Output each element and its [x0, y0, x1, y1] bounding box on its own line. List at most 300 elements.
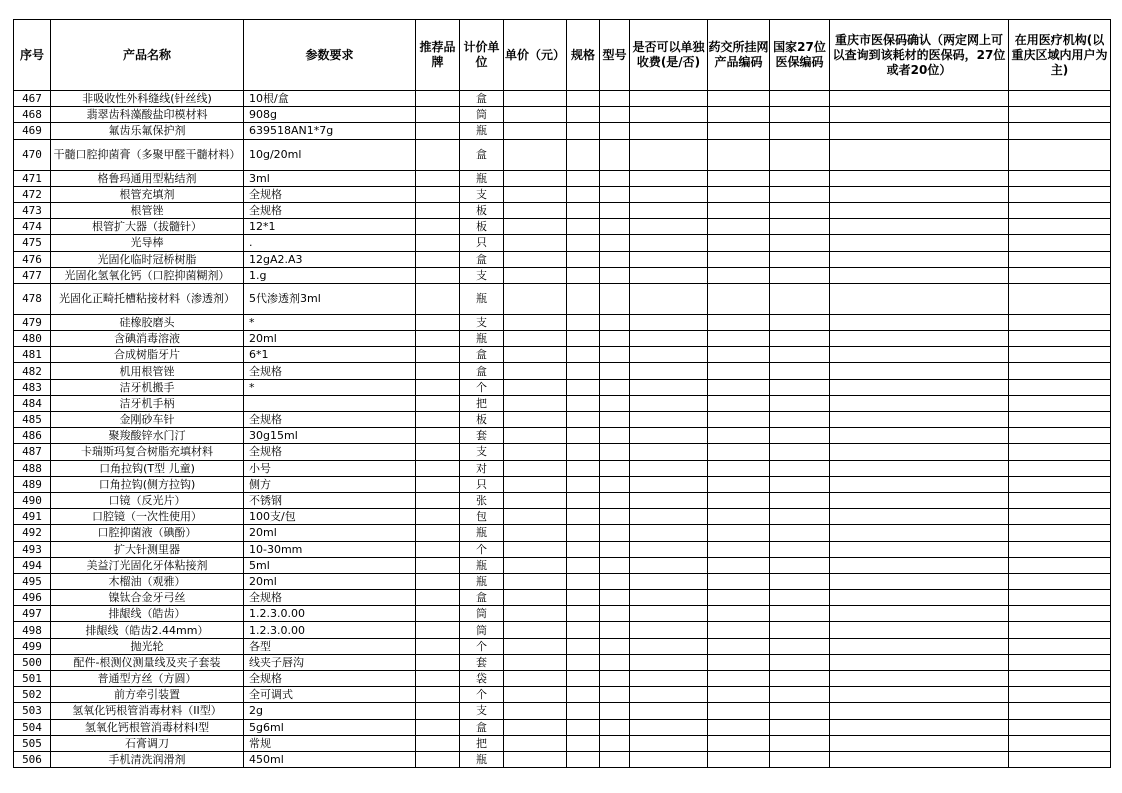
- row-number: 501: [14, 671, 51, 687]
- row-number: 478: [14, 283, 51, 314]
- product-name-cell: 机用根管锉: [51, 363, 244, 379]
- brand-cell: [416, 123, 460, 139]
- table-row: [14, 509, 1111, 525]
- model-cell: [600, 638, 630, 654]
- code-national-cell: [770, 590, 830, 606]
- code-chongqing-cell: [830, 557, 1009, 573]
- model-cell: [600, 91, 630, 107]
- code-pharm-cell: [708, 654, 770, 670]
- model-cell: [600, 123, 630, 139]
- row-number: 479: [14, 314, 51, 330]
- code-chongqing-cell: [830, 525, 1009, 541]
- code-national-cell: [770, 525, 830, 541]
- unit-cell: 瓶: [460, 283, 504, 314]
- spec-cell: 20ml: [244, 331, 416, 347]
- header-code-chongqing: 重庆市医保码确认（两定网上可以查询到该耗材的医保码，27位或者20位）: [830, 20, 1009, 91]
- code-chongqing-cell: [830, 314, 1009, 330]
- code-chongqing-cell: [830, 331, 1009, 347]
- code-national-cell: [770, 331, 830, 347]
- code-national-cell: [770, 123, 830, 139]
- charge-cell: [630, 379, 708, 395]
- model-cell: [600, 170, 630, 186]
- spec-cell: 各型: [244, 638, 416, 654]
- brand-cell: [416, 91, 460, 107]
- model-cell: [600, 735, 630, 751]
- model-cell: [600, 347, 630, 363]
- unit-cell: 把: [460, 395, 504, 411]
- brand-cell: [416, 509, 460, 525]
- price-cell: [504, 606, 567, 622]
- code-national-cell: [770, 573, 830, 589]
- spec-cell: 908g: [244, 107, 416, 123]
- guige-cell: [567, 123, 600, 139]
- code-chongqing-cell: [830, 492, 1009, 508]
- charge-cell: [630, 107, 708, 123]
- row-number: 497: [14, 606, 51, 622]
- price-cell: [504, 251, 567, 267]
- brand-cell: [416, 460, 460, 476]
- code-pharm-cell: [708, 541, 770, 557]
- org-cell: [1009, 363, 1111, 379]
- unit-cell: 筒: [460, 606, 504, 622]
- unit-cell: 瓶: [460, 557, 504, 573]
- brand-cell: [416, 314, 460, 330]
- product-name-cell: 抛光轮: [51, 638, 244, 654]
- brand-cell: [416, 428, 460, 444]
- unit-cell: 个: [460, 687, 504, 703]
- charge-cell: [630, 509, 708, 525]
- price-cell: [504, 379, 567, 395]
- product-name-cell: 根管充填剂: [51, 186, 244, 202]
- guige-cell: [567, 235, 600, 251]
- org-cell: [1009, 283, 1111, 314]
- org-cell: [1009, 347, 1111, 363]
- model-cell: [600, 235, 630, 251]
- code-national-cell: [770, 235, 830, 251]
- guige-cell: [567, 476, 600, 492]
- code-national-cell: [770, 219, 830, 235]
- table-row: [14, 251, 1111, 267]
- spec-cell: 全规格: [244, 671, 416, 687]
- charge-cell: [630, 202, 708, 218]
- product-name-cell: 洁牙机搬手: [51, 379, 244, 395]
- price-cell: [504, 687, 567, 703]
- table-row: [14, 719, 1111, 735]
- org-cell: [1009, 428, 1111, 444]
- org-cell: [1009, 107, 1111, 123]
- unit-cell: 支: [460, 314, 504, 330]
- header-org: 在用医疗机构(以重庆区域内用户为主): [1009, 20, 1111, 91]
- guige-cell: [567, 170, 600, 186]
- unit-cell: 盒: [460, 719, 504, 735]
- org-cell: [1009, 412, 1111, 428]
- product-name-cell: 根管扩大器（拔髓针）: [51, 219, 244, 235]
- product-name-cell: 排龈线（皓齿）: [51, 606, 244, 622]
- unit-cell: 只: [460, 235, 504, 251]
- code-chongqing-cell: [830, 606, 1009, 622]
- guige-cell: [567, 460, 600, 476]
- unit-cell: 板: [460, 412, 504, 428]
- brand-cell: [416, 395, 460, 411]
- code-chongqing-cell: [830, 460, 1009, 476]
- code-chongqing-cell: [830, 476, 1009, 492]
- table-row: [14, 379, 1111, 395]
- table-row: [14, 186, 1111, 202]
- spec-cell: 全规格: [244, 412, 416, 428]
- guige-cell: [567, 139, 600, 170]
- brand-cell: [416, 107, 460, 123]
- unit-cell: 支: [460, 703, 504, 719]
- row-number: 482: [14, 363, 51, 379]
- spec-cell: 20ml: [244, 573, 416, 589]
- code-pharm-cell: [708, 590, 770, 606]
- charge-cell: [630, 622, 708, 638]
- charge-cell: [630, 719, 708, 735]
- brand-cell: [416, 412, 460, 428]
- price-cell: [504, 654, 567, 670]
- model-cell: [600, 412, 630, 428]
- code-pharm-cell: [708, 509, 770, 525]
- product-name-cell: 干髓口腔抑菌膏（多聚甲醛干髓材料）: [51, 139, 244, 170]
- org-cell: [1009, 606, 1111, 622]
- brand-cell: [416, 703, 460, 719]
- table-row: [14, 444, 1111, 460]
- price-cell: [504, 541, 567, 557]
- guige-cell: [567, 735, 600, 751]
- product-name-cell: 格鲁玛通用型粘结剂: [51, 170, 244, 186]
- table-row: [14, 331, 1111, 347]
- product-name-cell: 石膏调刀: [51, 735, 244, 751]
- charge-cell: [630, 395, 708, 411]
- price-cell: [504, 751, 567, 767]
- header-spec: 参数要求: [244, 20, 416, 91]
- header-product-name: 产品名称: [51, 20, 244, 91]
- product-name-cell: 排龈线（皓齿2.44mm）: [51, 622, 244, 638]
- brand-cell: [416, 444, 460, 460]
- price-cell: [504, 428, 567, 444]
- code-pharm-cell: [708, 107, 770, 123]
- model-cell: [600, 606, 630, 622]
- brand-cell: [416, 654, 460, 670]
- guige-cell: [567, 492, 600, 508]
- row-number: 491: [14, 509, 51, 525]
- price-cell: [504, 444, 567, 460]
- product-name-cell: 金刚砂车针: [51, 412, 244, 428]
- code-national-cell: [770, 541, 830, 557]
- row-number: 469: [14, 123, 51, 139]
- product-name-cell: 聚羧酸锌水门汀: [51, 428, 244, 444]
- unit-cell: 套: [460, 428, 504, 444]
- unit-cell: 个: [460, 541, 504, 557]
- charge-cell: [630, 363, 708, 379]
- model-cell: [600, 751, 630, 767]
- code-national-cell: [770, 654, 830, 670]
- model-cell: [600, 107, 630, 123]
- price-cell: [504, 314, 567, 330]
- code-pharm-cell: [708, 557, 770, 573]
- price-cell: [504, 107, 567, 123]
- model-cell: [600, 251, 630, 267]
- product-name-cell: 合成树脂牙片: [51, 347, 244, 363]
- code-chongqing-cell: [830, 590, 1009, 606]
- model-cell: [600, 525, 630, 541]
- brand-cell: [416, 525, 460, 541]
- brand-cell: [416, 751, 460, 767]
- row-number: 472: [14, 186, 51, 202]
- code-chongqing-cell: [830, 751, 1009, 767]
- charge-cell: [630, 606, 708, 622]
- code-pharm-cell: [708, 139, 770, 170]
- brand-cell: [416, 590, 460, 606]
- code-national-cell: [770, 170, 830, 186]
- model-cell: [600, 331, 630, 347]
- code-pharm-cell: [708, 379, 770, 395]
- unit-cell: 盒: [460, 91, 504, 107]
- table-row: [14, 590, 1111, 606]
- price-cell: [504, 476, 567, 492]
- code-pharm-cell: [708, 719, 770, 735]
- row-number: 504: [14, 719, 51, 735]
- org-cell: [1009, 687, 1111, 703]
- model-cell: [600, 719, 630, 735]
- price-cell: [504, 719, 567, 735]
- table-row: [14, 622, 1111, 638]
- code-national-cell: [770, 509, 830, 525]
- brand-cell: [416, 541, 460, 557]
- code-chongqing-cell: [830, 687, 1009, 703]
- unit-cell: 盒: [460, 590, 504, 606]
- price-cell: [504, 509, 567, 525]
- code-national-cell: [770, 283, 830, 314]
- header-code-pharm: 药交所挂网产品编码: [708, 20, 770, 91]
- header-unit: 计价单位: [460, 20, 504, 91]
- spec-cell: [244, 395, 416, 411]
- spec-cell: 450ml: [244, 751, 416, 767]
- model-cell: [600, 395, 630, 411]
- code-chongqing-cell: [830, 735, 1009, 751]
- code-pharm-cell: [708, 735, 770, 751]
- model-cell: [600, 428, 630, 444]
- guige-cell: [567, 412, 600, 428]
- model-cell: [600, 186, 630, 202]
- unit-cell: 盒: [460, 363, 504, 379]
- code-national-cell: [770, 251, 830, 267]
- table-row: [14, 428, 1111, 444]
- table-row: [14, 606, 1111, 622]
- org-cell: [1009, 590, 1111, 606]
- unit-cell: 支: [460, 186, 504, 202]
- guige-cell: [567, 91, 600, 107]
- guige-cell: [567, 202, 600, 218]
- code-chongqing-cell: [830, 139, 1009, 170]
- unit-cell: 板: [460, 202, 504, 218]
- price-cell: [504, 395, 567, 411]
- row-number: 475: [14, 235, 51, 251]
- guige-cell: [567, 251, 600, 267]
- code-national-cell: [770, 751, 830, 767]
- code-pharm-cell: [708, 687, 770, 703]
- table-row: [14, 363, 1111, 379]
- row-number: 467: [14, 91, 51, 107]
- charge-cell: [630, 492, 708, 508]
- charge-cell: [630, 331, 708, 347]
- brand-cell: [416, 492, 460, 508]
- unit-cell: 袋: [460, 671, 504, 687]
- price-cell: [504, 412, 567, 428]
- row-number: 484: [14, 395, 51, 411]
- charge-cell: [630, 557, 708, 573]
- spec-cell: 1.2.3.0.00: [244, 622, 416, 638]
- charge-cell: [630, 638, 708, 654]
- spec-cell: 全规格: [244, 186, 416, 202]
- product-name-cell: 翡翠齿科藻酸盐印模材料: [51, 107, 244, 123]
- product-name-cell: 口腔抑菌液（碘酚）: [51, 525, 244, 541]
- brand-cell: [416, 202, 460, 218]
- org-cell: [1009, 622, 1111, 638]
- code-national-cell: [770, 557, 830, 573]
- model-cell: [600, 590, 630, 606]
- code-pharm-cell: [708, 395, 770, 411]
- row-number: 502: [14, 687, 51, 703]
- charge-cell: [630, 428, 708, 444]
- unit-cell: 盒: [460, 347, 504, 363]
- spec-cell: 5代渗透剂3ml: [244, 283, 416, 314]
- price-cell: [504, 219, 567, 235]
- spec-cell: 639518AN1*7g: [244, 123, 416, 139]
- code-pharm-cell: [708, 91, 770, 107]
- spec-cell: *: [244, 379, 416, 395]
- brand-cell: [416, 622, 460, 638]
- table-row: [14, 460, 1111, 476]
- code-pharm-cell: [708, 235, 770, 251]
- org-cell: [1009, 509, 1111, 525]
- spec-cell: 全规格: [244, 363, 416, 379]
- org-cell: [1009, 202, 1111, 218]
- code-chongqing-cell: [830, 283, 1009, 314]
- model-cell: [600, 687, 630, 703]
- org-cell: [1009, 219, 1111, 235]
- spec-cell: 2g: [244, 703, 416, 719]
- guige-cell: [567, 444, 600, 460]
- code-chongqing-cell: [830, 671, 1009, 687]
- price-cell: [504, 573, 567, 589]
- header-guige: 规格: [567, 20, 600, 91]
- table-row: [14, 687, 1111, 703]
- guige-cell: [567, 590, 600, 606]
- row-number: 470: [14, 139, 51, 170]
- charge-cell: [630, 219, 708, 235]
- table-row: [14, 202, 1111, 218]
- org-cell: [1009, 654, 1111, 670]
- charge-cell: [630, 235, 708, 251]
- org-cell: [1009, 671, 1111, 687]
- unit-cell: 板: [460, 219, 504, 235]
- code-chongqing-cell: [830, 186, 1009, 202]
- row-number: 495: [14, 573, 51, 589]
- code-national-cell: [770, 107, 830, 123]
- row-number: 500: [14, 654, 51, 670]
- header-model: 型号: [600, 20, 630, 91]
- code-chongqing-cell: [830, 107, 1009, 123]
- charge-cell: [630, 525, 708, 541]
- code-pharm-cell: [708, 123, 770, 139]
- model-cell: [600, 219, 630, 235]
- guige-cell: [567, 671, 600, 687]
- model-cell: [600, 314, 630, 330]
- org-cell: [1009, 703, 1111, 719]
- brand-cell: [416, 331, 460, 347]
- charge-cell: [630, 139, 708, 170]
- code-pharm-cell: [708, 283, 770, 314]
- guige-cell: [567, 541, 600, 557]
- price-cell: [504, 671, 567, 687]
- brand-cell: [416, 186, 460, 202]
- code-national-cell: [770, 202, 830, 218]
- code-chongqing-cell: [830, 170, 1009, 186]
- price-cell: [504, 186, 567, 202]
- org-cell: [1009, 573, 1111, 589]
- header-brand: 推荐品牌: [416, 20, 460, 91]
- code-pharm-cell: [708, 476, 770, 492]
- model-cell: [600, 283, 630, 314]
- unit-cell: 盒: [460, 251, 504, 267]
- row-number: 496: [14, 590, 51, 606]
- row-number: 473: [14, 202, 51, 218]
- spec-cell: 10g/20ml: [244, 139, 416, 170]
- product-name-cell: 光固化临时冠桥树脂: [51, 251, 244, 267]
- table-row: [14, 671, 1111, 687]
- spec-cell: 线夹子唇沟: [244, 654, 416, 670]
- table-row: [14, 492, 1111, 508]
- price-cell: [504, 525, 567, 541]
- code-national-cell: [770, 460, 830, 476]
- guige-cell: [567, 428, 600, 444]
- brand-cell: [416, 671, 460, 687]
- org-cell: [1009, 638, 1111, 654]
- code-chongqing-cell: [830, 363, 1009, 379]
- org-cell: [1009, 267, 1111, 283]
- brand-cell: [416, 347, 460, 363]
- unit-cell: 瓶: [460, 573, 504, 589]
- code-pharm-cell: [708, 751, 770, 767]
- org-cell: [1009, 751, 1111, 767]
- model-cell: [600, 622, 630, 638]
- org-cell: [1009, 476, 1111, 492]
- unit-cell: 支: [460, 267, 504, 283]
- spec-cell: 全可调式: [244, 687, 416, 703]
- guige-cell: [567, 379, 600, 395]
- code-pharm-cell: [708, 219, 770, 235]
- product-name-cell: 光固化正畸托槽粘接材料（渗透剂）: [51, 283, 244, 314]
- brand-cell: [416, 573, 460, 589]
- code-pharm-cell: [708, 347, 770, 363]
- price-cell: [504, 91, 567, 107]
- row-number: 499: [14, 638, 51, 654]
- charge-cell: [630, 251, 708, 267]
- unit-cell: 支: [460, 444, 504, 460]
- spec-cell: 12*1: [244, 219, 416, 235]
- charge-cell: [630, 412, 708, 428]
- code-chongqing-cell: [830, 622, 1009, 638]
- guige-cell: [567, 622, 600, 638]
- org-cell: [1009, 314, 1111, 330]
- charge-cell: [630, 573, 708, 589]
- guige-cell: [567, 573, 600, 589]
- code-national-cell: [770, 476, 830, 492]
- org-cell: [1009, 123, 1111, 139]
- spec-cell: 侧方: [244, 476, 416, 492]
- code-pharm-cell: [708, 573, 770, 589]
